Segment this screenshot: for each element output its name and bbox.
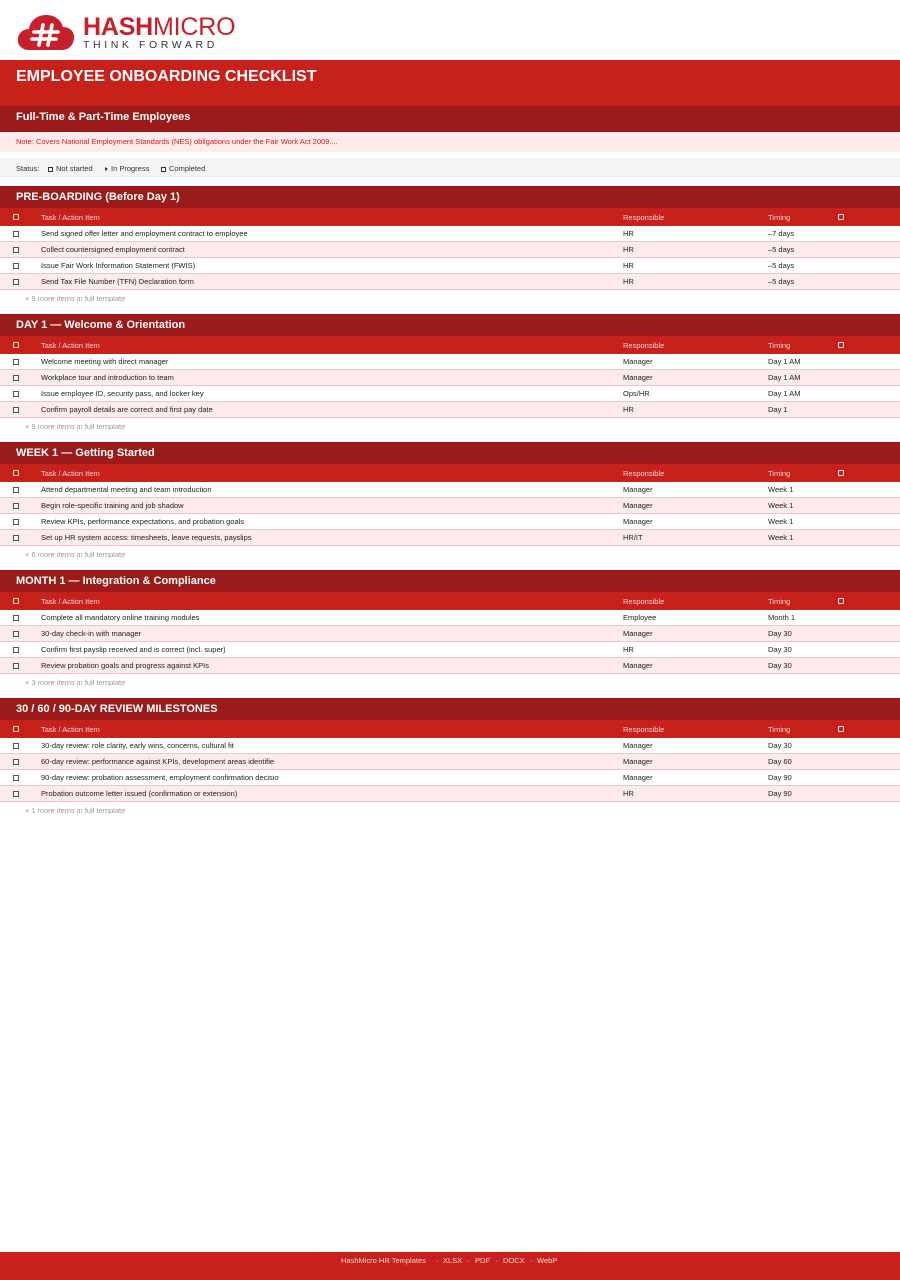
responsible-cell: Ops/HR bbox=[623, 389, 650, 398]
column-header-task: Task / Action Item bbox=[41, 341, 100, 350]
header-done-checkbox-icon bbox=[838, 470, 844, 476]
table-row bbox=[0, 626, 900, 642]
subtitle-banner bbox=[0, 106, 900, 132]
column-header-task: Task / Action Item bbox=[41, 725, 100, 734]
footer-separator: · bbox=[436, 1256, 439, 1265]
timing-cell: Day 1 bbox=[768, 405, 788, 414]
responsible-cell: Employee bbox=[623, 613, 657, 622]
responsible-cell: Manager bbox=[623, 517, 653, 526]
section-title: WEEK 1 — Getting Started bbox=[16, 447, 155, 459]
section-header bbox=[0, 186, 900, 208]
table-row bbox=[0, 738, 900, 754]
header-checkbox-icon bbox=[13, 726, 19, 732]
responsible-cell: Manager bbox=[623, 501, 653, 510]
task-checkbox[interactable] bbox=[13, 743, 19, 749]
more-items-note: + 6 more items in full template bbox=[25, 550, 126, 559]
task-label: Collect countersigned employment contract bbox=[41, 245, 185, 254]
title-banner bbox=[0, 60, 900, 106]
header-done-checkbox-icon bbox=[838, 598, 844, 604]
task-label: Send Tax File Number (TFN) Declaration form bbox=[41, 277, 194, 286]
timing-cell: Day 30 bbox=[768, 629, 792, 638]
table-row bbox=[0, 354, 900, 370]
column-header-row bbox=[0, 336, 900, 354]
responsible-cell: Manager bbox=[623, 629, 653, 638]
task-checkbox[interactable] bbox=[13, 615, 19, 621]
footer-separator: · bbox=[530, 1256, 533, 1265]
table-row bbox=[0, 786, 900, 802]
task-label: Review KPIs, performance expectations, and probation goals bbox=[41, 517, 245, 526]
task-label: Set up HR system access: timesheets, leave requests, payslips bbox=[41, 533, 252, 542]
header-checkbox-icon bbox=[13, 342, 19, 348]
table-row bbox=[0, 498, 900, 514]
section-header bbox=[0, 314, 900, 336]
footer-format-xlsx[interactable]: XLSX bbox=[443, 1256, 463, 1265]
task-label: Complete all mandatory online training modules bbox=[41, 613, 200, 622]
task-checkbox[interactable] bbox=[13, 503, 19, 509]
responsible-cell: HR bbox=[623, 405, 634, 414]
table-row bbox=[0, 770, 900, 786]
task-checkbox[interactable] bbox=[13, 759, 19, 765]
task-label: Attend departmental meeting and team introduction bbox=[41, 485, 212, 494]
column-header-task: Task / Action Item bbox=[41, 213, 100, 222]
brand-logo bbox=[17, 13, 257, 53]
column-header-responsible: Responsible bbox=[623, 469, 665, 478]
responsible-cell: Manager bbox=[623, 485, 653, 494]
column-header-timing: Timing bbox=[768, 725, 791, 734]
table-row bbox=[0, 482, 900, 498]
task-checkbox[interactable] bbox=[13, 359, 19, 365]
timing-cell: Day 1 AM bbox=[768, 373, 801, 382]
header-done-checkbox-icon bbox=[838, 342, 844, 348]
column-header-timing: Timing bbox=[768, 469, 791, 478]
section-header bbox=[0, 442, 900, 464]
task-checkbox[interactable] bbox=[13, 535, 19, 541]
checkbox-icon bbox=[161, 167, 166, 172]
triangle-right-icon bbox=[105, 167, 108, 171]
task-checkbox[interactable] bbox=[13, 375, 19, 381]
task-label: Issue Fair Work Information Statement (FWIS) bbox=[41, 261, 196, 270]
header-done-checkbox-icon bbox=[838, 214, 844, 220]
task-checkbox[interactable] bbox=[13, 247, 19, 253]
responsible-cell: Manager bbox=[623, 773, 653, 782]
responsible-cell: Manager bbox=[623, 741, 653, 750]
timing-cell: Day 1 AM bbox=[768, 389, 801, 398]
header-done-checkbox-icon bbox=[838, 726, 844, 732]
timing-cell: –5 days bbox=[768, 261, 795, 270]
timing-cell: Week 1 bbox=[768, 485, 794, 494]
timing-cell: –5 days bbox=[768, 277, 795, 286]
header-checkbox-icon bbox=[13, 214, 19, 220]
responsible-cell: Manager bbox=[623, 661, 653, 670]
timing-cell: Day 30 bbox=[768, 645, 792, 654]
section-title: PRE-BOARDING (Before Day 1) bbox=[16, 191, 180, 203]
task-label: 90-day review: probation assessment, employment confirmation decisio bbox=[41, 773, 279, 782]
responsible-cell: Manager bbox=[623, 757, 653, 766]
responsible-cell: Manager bbox=[623, 373, 653, 382]
timing-cell: Day 30 bbox=[768, 661, 792, 670]
table-row bbox=[0, 402, 900, 418]
column-header-responsible: Responsible bbox=[623, 597, 665, 606]
table-row bbox=[0, 658, 900, 674]
task-checkbox[interactable] bbox=[13, 391, 19, 397]
column-header-task: Task / Action Item bbox=[41, 597, 100, 606]
section-header bbox=[0, 698, 900, 720]
status-not-started: Not started bbox=[48, 164, 93, 173]
column-header-row bbox=[0, 720, 900, 738]
timing-cell: Day 30 bbox=[768, 741, 792, 750]
task-label: Begin role-specific training and job shadow bbox=[41, 501, 184, 510]
table-row bbox=[0, 226, 900, 242]
footer-separator: · bbox=[495, 1256, 498, 1265]
table-row bbox=[0, 530, 900, 546]
timing-cell: Month 1 bbox=[768, 613, 796, 622]
section-title: DAY 1 — Welcome & Orientation bbox=[16, 319, 186, 331]
responsible-cell: HR bbox=[623, 245, 634, 254]
task-label: Confirm payroll details are correct and first pay date bbox=[41, 405, 213, 414]
timing-cell: Day 90 bbox=[768, 773, 792, 782]
task-checkbox[interactable] bbox=[13, 663, 19, 669]
column-header-row bbox=[0, 464, 900, 482]
column-header-responsible: Responsible bbox=[623, 213, 665, 222]
task-checkbox[interactable] bbox=[13, 263, 19, 269]
page-title: EMPLOYEE ONBOARDING CHECKLIST bbox=[16, 68, 317, 85]
brand-name-bold: HASH bbox=[83, 13, 154, 41]
footer-format-pdf[interactable]: PDF bbox=[475, 1256, 490, 1265]
status-label: Status: bbox=[16, 164, 40, 173]
task-label: Send signed offer letter and employment contract to employee bbox=[41, 229, 248, 238]
timing-cell: Day 90 bbox=[768, 789, 792, 798]
cloud-hash-icon bbox=[17, 13, 75, 51]
task-checkbox[interactable] bbox=[13, 647, 19, 653]
task-label: Confirm first payslip received and is correct (incl. super) bbox=[41, 645, 226, 654]
task-checkbox[interactable] bbox=[13, 631, 19, 637]
footer bbox=[0, 1252, 900, 1280]
responsible-cell: HR bbox=[623, 277, 634, 286]
responsible-cell: HR bbox=[623, 789, 634, 798]
task-checkbox[interactable] bbox=[13, 775, 19, 781]
column-header-responsible: Responsible bbox=[623, 725, 665, 734]
table-row bbox=[0, 754, 900, 770]
more-items-note: + 3 more items in full template bbox=[25, 678, 126, 687]
task-checkbox[interactable] bbox=[13, 791, 19, 797]
table-row bbox=[0, 514, 900, 530]
timing-cell: Day 1 AM bbox=[768, 357, 801, 366]
table-row bbox=[0, 610, 900, 626]
table-row bbox=[0, 386, 900, 402]
timing-cell: Day 60 bbox=[768, 757, 792, 766]
column-header-timing: Timing bbox=[768, 213, 791, 222]
responsible-cell: HR bbox=[623, 229, 634, 238]
section-title: 30 / 60 / 90-DAY REVIEW MILESTONES bbox=[16, 703, 218, 715]
footer-source: HashMicro HR Templates bbox=[341, 1256, 426, 1265]
more-items-note: + 9 more items in full template bbox=[25, 294, 126, 303]
task-label: Issue employee ID, security pass, and locker key bbox=[41, 389, 204, 398]
section-title: MONTH 1 — Integration & Compliance bbox=[16, 575, 216, 587]
task-label: 30-day review: role clarity, early wins, concerns, cultural fit bbox=[41, 741, 234, 750]
section-header bbox=[0, 570, 900, 592]
column-header-row bbox=[0, 592, 900, 610]
column-header-timing: Timing bbox=[768, 597, 791, 606]
brand-tagline: THINK FORWARD bbox=[83, 39, 218, 51]
task-checkbox[interactable] bbox=[13, 487, 19, 493]
timing-cell: Week 1 bbox=[768, 501, 794, 510]
compliance-note bbox=[0, 132, 900, 152]
task-checkbox[interactable] bbox=[13, 231, 19, 237]
status-in-progress: In Progress bbox=[105, 164, 149, 173]
column-header-task: Task / Action Item bbox=[41, 469, 100, 478]
footer-separator: · bbox=[467, 1256, 470, 1265]
timing-cell: Week 1 bbox=[768, 533, 794, 542]
timing-cell: Week 1 bbox=[768, 517, 794, 526]
table-row bbox=[0, 258, 900, 274]
task-label: 30-day check-in with manager bbox=[41, 629, 142, 638]
header-checkbox-icon bbox=[13, 470, 19, 476]
column-header-responsible: Responsible bbox=[623, 341, 665, 350]
table-row bbox=[0, 370, 900, 386]
header-checkbox-icon bbox=[13, 598, 19, 604]
task-label: Probation outcome letter issued (confirmation or extension) bbox=[41, 789, 238, 798]
footer-format-docx[interactable]: DOCX bbox=[503, 1256, 525, 1265]
timing-cell: –5 days bbox=[768, 245, 795, 254]
note-text: Note: Covers National Employment Standards (NES) obligations under the Fair Work Act 2009.... bbox=[16, 137, 338, 146]
table-row bbox=[0, 242, 900, 258]
task-checkbox[interactable] bbox=[13, 519, 19, 525]
table-row bbox=[0, 274, 900, 290]
task-label: 60-day review: performance against KPIs, development areas identifie bbox=[41, 757, 275, 766]
timing-cell: –7 days bbox=[768, 229, 795, 238]
footer-format-webp[interactable]: WebP bbox=[537, 1256, 558, 1265]
brand-name-light: MICRO bbox=[153, 13, 236, 41]
responsible-cell: Manager bbox=[623, 357, 653, 366]
task-label: Welcome meeting with direct manager bbox=[41, 357, 169, 366]
more-items-note: + 1 more items in full template bbox=[25, 806, 126, 815]
status-legend bbox=[0, 158, 900, 178]
table-row bbox=[0, 642, 900, 658]
empty-square-icon bbox=[48, 167, 53, 172]
column-header-timing: Timing bbox=[768, 341, 791, 350]
responsible-cell: HR bbox=[623, 645, 634, 654]
task-checkbox[interactable] bbox=[13, 279, 19, 285]
task-label: Review probation goals and progress against KPIs bbox=[41, 661, 210, 670]
responsible-cell: HR/IT bbox=[623, 533, 643, 542]
responsible-cell: HR bbox=[623, 261, 634, 270]
brand-wordmark bbox=[83, 14, 235, 40]
task-label: Workplace tour and introduction to team bbox=[41, 373, 174, 382]
page-subtitle: Full-Time & Part-Time Employees bbox=[16, 111, 191, 123]
status-completed: Completed bbox=[161, 164, 205, 173]
task-checkbox[interactable] bbox=[13, 407, 19, 413]
more-items-note: + 9 more items in full template bbox=[25, 422, 126, 431]
column-header-row bbox=[0, 208, 900, 226]
